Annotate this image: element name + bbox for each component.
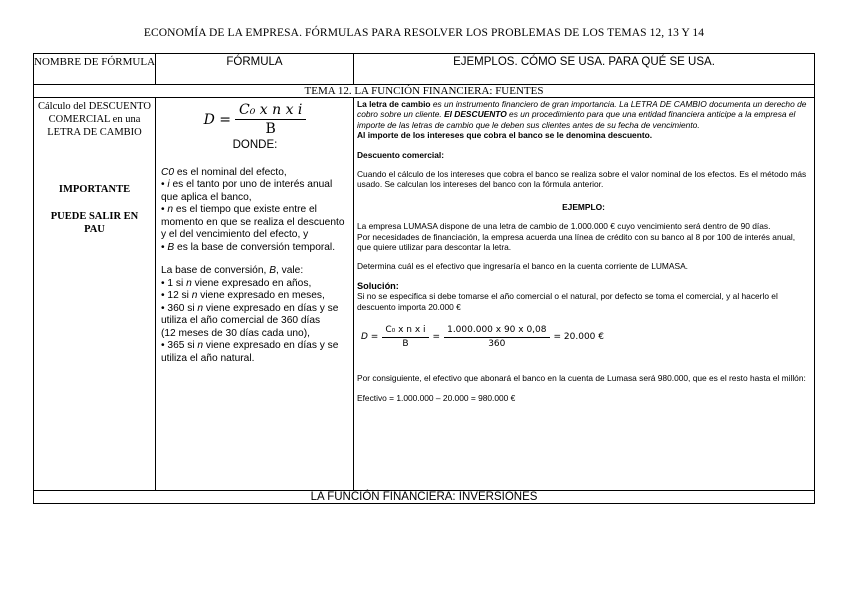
- b1-pre: • 1 si: [161, 277, 187, 289]
- eq-equals: =: [432, 332, 441, 343]
- intro-paragraph: [357, 99, 810, 130]
- base-sym: B: [269, 265, 276, 276]
- formula-denominator: B: [265, 121, 276, 137]
- eq-lhs: D =: [361, 332, 379, 343]
- eq-fraction-1: [382, 324, 428, 351]
- intro-bold-1: La letra de cambio: [357, 99, 431, 109]
- b1-text: viene expresado en años,: [191, 277, 312, 289]
- examples-cell: [354, 98, 815, 491]
- inversiones-row: [34, 491, 815, 504]
- base-post: , vale:: [275, 265, 304, 276]
- eq-fraction-2: [444, 324, 549, 351]
- solucion-heading: Solución:: [357, 280, 399, 291]
- tema-12-row: [34, 85, 815, 98]
- sym-b: B: [167, 241, 175, 253]
- def-i: [161, 179, 349, 204]
- formula-cell: [156, 98, 354, 491]
- intro-bold-2: El DESCUENTO: [444, 109, 507, 120]
- donde-label: DONDE:: [232, 139, 278, 151]
- ejemplo-statement-1: La empresa LUMASA dispone de una letra de cambio de 1.000.000 € cuyo vencimiento será dentro de 90 días.: [357, 221, 771, 232]
- intro-italic-2: es un procedimiento para que una entidad financiera anticipe a la empresa el importe de las letras de cambio que le deben sus clientes antes de su fecha de vencimiento.: [357, 109, 796, 130]
- header-row: [34, 54, 815, 85]
- eq-result: = 20.000 €: [553, 332, 604, 343]
- b12-pre: • 12 si: [161, 290, 192, 301]
- text-c0: es el nominal del efecto,: [174, 166, 287, 178]
- def-c0: [161, 167, 349, 180]
- text-n: es el tiempo que existe entre el momento en que se realiza el descuento y el del vencimiento del efecto, y: [161, 204, 345, 240]
- eq-numerator-1: C₀ x n x i: [382, 324, 428, 338]
- base-360-note: (12 meses de 30 días cada uno),: [161, 327, 310, 339]
- text-b: es la base de conversión temporal.: [174, 241, 336, 253]
- header-examples: EJEMPLOS. CÓMO SE USA. PARA QUÉ SE USA.: [354, 54, 815, 85]
- base-12: [161, 290, 349, 303]
- sym-c0: C0: [161, 166, 175, 178]
- example-equation: [361, 324, 810, 351]
- b365-text: viene expresado en días y se utiliza el año natural.: [161, 340, 339, 364]
- def-n: [161, 204, 349, 242]
- formula-numerator: C₀ x n x i: [235, 102, 306, 120]
- def-b: [161, 242, 349, 255]
- descuento-row: [34, 98, 815, 491]
- b365-pre: • 365 si: [161, 340, 198, 351]
- descuento-comercial-text: Cuando el cálculo de los intereses que cobra el banco se realiza sobre el valor nominal de los efectos. Es el método más usado. Se calculan los intereses del banco con la fórmula anterior.: [357, 169, 807, 190]
- eq-numerator-2: 1.000.000 x 90 x 0,08: [444, 324, 549, 338]
- efectivo-result: Efectivo = 1.000.000 – 20.000 = 980.000 €: [357, 392, 516, 403]
- formula-name: Cálculo del DESCUENTO COMERCIAL en una LETRA DE CAMBIO: [38, 101, 151, 138]
- eq-denominator-1: B: [402, 339, 409, 350]
- base-360: [161, 303, 349, 328]
- important-label: IMPORTANTE: [58, 184, 131, 195]
- tema-12-heading: TEMA 12. LA FUNCIÓN FINANCIERA: FUENTES: [34, 85, 815, 98]
- inversiones-heading: LA FUNCIÓN FINANCIERA: INVERSIONES: [34, 491, 815, 504]
- b12-text: viene expresado en meses,: [197, 290, 325, 301]
- sym-n: n: [167, 204, 174, 215]
- pre-b: •: [161, 241, 168, 253]
- descuento-comercial-heading: Descuento comercial:: [357, 149, 445, 160]
- formula-lhs: D =: [203, 111, 231, 128]
- ejemplo-heading: EJEMPLO:: [562, 201, 605, 212]
- eq-denominator-2: 360: [488, 339, 506, 350]
- ejemplo-question: Determina cuál es el efectivo que ingresaría el banco en la cuenta corriente de LUMASA.: [357, 261, 688, 272]
- b360-pre: • 360 si: [161, 302, 198, 314]
- intro-italic-1: es un instrumento financiero de gran importancia. La LETRA DE CAMBIO documenta un derecho de cobro sobre un cliente.: [357, 99, 807, 120]
- solucion-text: Si no se especifica si debe tomarse el año comercial o el natural, por defecto se toma el comercial, y al hacerlo el descuento importa 20.000 €: [357, 291, 778, 312]
- base-intro: [161, 265, 349, 278]
- formulas-table: [33, 53, 815, 504]
- text-i: es el tanto por uno de interés anual que aplica el banco,: [161, 179, 333, 203]
- b365-sym: n: [197, 340, 204, 351]
- conclusion-text: Por consiguiente, el efectivo que abonará el banco en la cuenta de Lumasa será 980.000, que es el resto hasta el millón:: [357, 373, 806, 384]
- document-title: ECONOMÍA DE LA EMPRESA. FÓRMULAS PARA RESOLVER LOS PROBLEMAS DE LOS TEMAS 12, 13 Y 14: [143, 27, 705, 39]
- formula-fraction: [235, 102, 306, 138]
- b360-text: viene expresado en días y se utiliza el año comercial de 360 días: [161, 302, 339, 326]
- ejemplo-statement-2: Por necesidades de financiación, la empresa acuerda una línea de crédito con su banco al 8 por 100 de interés anual, que quiere utilizar para descontar la letra.: [357, 231, 796, 253]
- descuento-formula: [161, 102, 349, 138]
- base-1: [161, 278, 349, 291]
- pau-label: PUEDE SALIR EN PAU: [50, 211, 139, 235]
- formula-name-cell: [34, 98, 156, 491]
- base-pre: La base de conversión,: [161, 265, 270, 276]
- descuento-definition: Al importe de los intereses que cobra el banco se le denomina descuento.: [357, 130, 653, 141]
- b12-sym: n: [191, 290, 198, 301]
- pre-i: •: [161, 179, 168, 190]
- base-365: [161, 340, 349, 365]
- pre-n: •: [161, 204, 168, 215]
- header-formula: FÓRMULA: [156, 54, 354, 85]
- b360-sym: n: [197, 302, 204, 314]
- b1-sym: n: [186, 277, 192, 289]
- sym-i: i: [167, 179, 170, 190]
- header-name: NOMBRE DE FÓRMULA: [34, 54, 156, 85]
